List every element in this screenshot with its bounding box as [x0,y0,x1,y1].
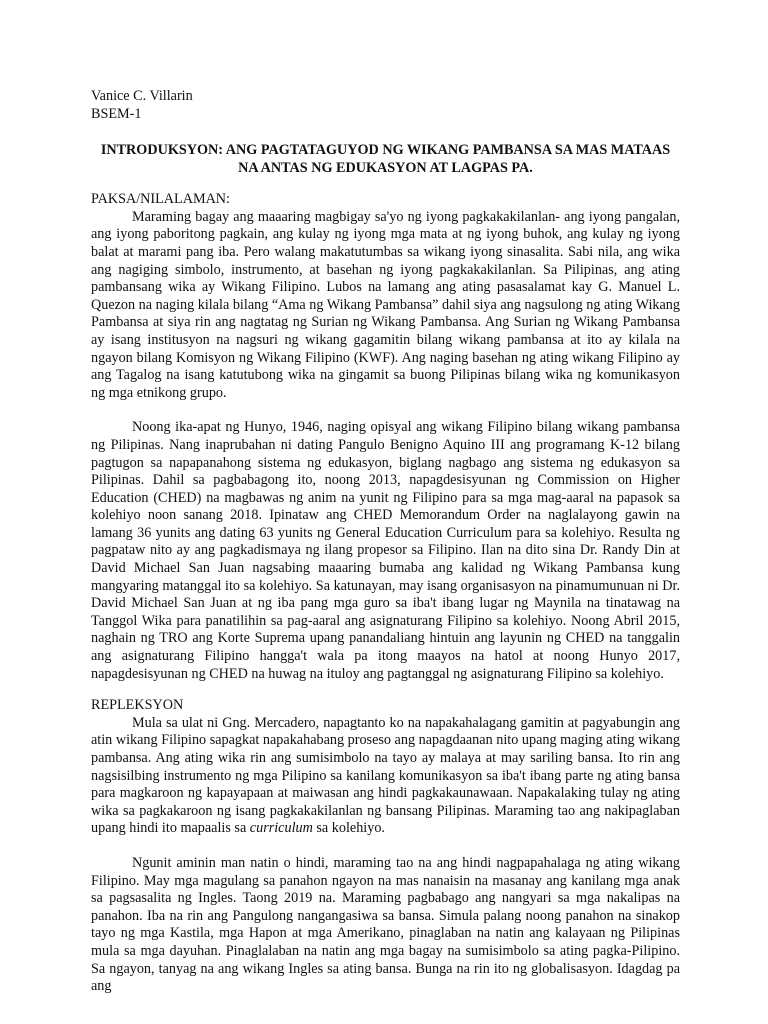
author-name: Vanice C. Villarin [91,88,193,104]
section-heading-paksa: PAKSA/NILALAMAN: [91,191,230,208]
section-heading-repleksyon: REPLEKSYON [91,697,184,714]
repleksyon-paragraph-1 [91,715,680,838]
paksa-paragraph-1: Maraming bagay ang maaaring magbigay sa'yo ng iyong pagkakakilanlan- ang iyong pangalan, ang iyong paboritong pagkain, ang kulay ng iyong mga mata at ng iyong buhok, ang kulay ng iyong balat at marami pang iba. Pero walang makatutumbas sa wikang iyong sinasalita. Sabi nila, ang wika ang nagiging simbolo, instrumento, at basehan ng iyong pagkakakilanlan. Sa Pilipinas, ang ating pambansang wika ay Wikang Filipino. Lubos na lamang ang ating pasasalamat kay G. Manuel L. Quezon na naging kilala bilang “Ama ng Wikang Pambansa” dahil siya ang nagsulong ng ating Wikang Pambansa at siya rin ang nagtatag ng Surian ng Wikang Pambansa. Ang Surian ng Wikang Pambansa ay isang institusyon na nagsuri ng wikang gagamitin bilang wikang pambansa at ito ay kilala na ngayon bilang Komisyon ng Wikang Filipino (KWF). Ang naging basehan ng ating wikang Filipino ay ang Tagalog na isang katutubong wika na gingamit sa buong Pilipinas bilang wika ng komunikasyon ng mga etnikong grupo. [91,208,680,401]
repleksyon-p1-end: sa kolehiyo. [312,820,385,837]
author-program: BSEM-1 [91,105,142,122]
document-title: INTRODUKSYON: ANG PAGTATAGUYOD NG WIKANG PAMBANSA SA MAS MATAAS NA ANTAS NG EDUKASYON AT LAGPAS PA. [100,142,671,177]
repleksyon-paragraph-2: Ngunit aminin man natin o hindi, maraming tao na ang hindi nagpapahalaga ng ating wikang Filipino. May mga magulang sa panahon ngayon na mas nanaisin na masanay ang kanilang mga anak sa pagsasalita ng Ingles. Taong 2019 na. Maraming pagbabago ang nangyari sa mga nakalipas na panahon. Iba na rin ang Pangulong nangangasiwa sa bansa. Simula palang noong panahon na sinakop tayo ng mga Kastila, mga Hapon at mga Amerikano, pinaglaban na natin ang kalayaan ng Pilipinas mula sa mga dayuhan. Pinaglalaban na natin ang mga bagay na sumisimbolo sa ating pagka-Pilipino. Sa ngayon, tanyag na ang wikang Ingles sa ating bansa. Bunga na rin ito ng globalisasyon. Idagdag pa ang [91,854,680,995]
curriculum-term: curriculum [249,820,313,837]
paksa-paragraph-2: Noong ika-apat ng Hunyo, 1946, naging opisyal ang wikang Filipino bilang wikang pambansa ng Pilipinas. Nang inaprubahan ni dating Pangulo Benigno Aquino III ang programang K-12 bilang pagtugon sa napapanahong sistema ng edukasyon, biglang nagbago ang sistema ng edukasyon sa Pilipinas. Dahil sa pagbabagong ito, noong 2013, napagdesisyunan ng Commission on Higher Education (CHED) na magbawas ng anim na yunit ng Filipino para sa mga mag-aaral na papasok sa kolehiyo noon sanang 2018. Ipinataw ang CHED Memorandum Order na naglalayong gawin na lamang 36 yunits ang dating 63 yunits ng General Education Curriculum para sa kolehiyo. Resulta ng pagpataw nito ay ang pagkadismaya ng ilang propesor sa Filipino. Ilan na dito sina Dr. Randy Din at David Michael San Juan nagsabing maaaring bumaba ang kalidad ng Wikang Pambansa kung mangyaring matanggal ito sa kolehiyo. Sa katunayan, may isang organisasyon na pinamumunuan ni Dr. David Michael San Juan at ng iba pang mga guro sa iba't ibang lugar ng Maynila na tinatawag na Tanggol Wika para panatilihin sa pag-aaral ang asignaturang Filipino sa kolehiyo. Noong Abril 2015, naghain ng TRO ang Korte Suprema upang panandaliang hintuin ang layunin ng CHED na tanggalin ang asignaturang Filipino hangga't wala pa itong maayos na hatol at noong Hunyo 2017, napagdesisyunan ng CHED na huwag na ituloy ang pagtanggal ng asignaturang Filipino sa kolehiyo. [91,419,680,682]
repleksyon-p1-text: Mula sa ulat ni Gng. Mercadero, napagtanto ko na napakahalagang gamitin at pagyabungin ang atin wikang Filipino sapagkat napakahabang proseso ang napagdaanan nito upang maging ating wikang pambansa. Ang ating wika rin ang sumisimbolo na tayo ay malaya at may sariling bansa. Ito rin ang nagsisilbing instrumento ng mga Pilipino sa kanilang komunikasyon sa iba't ibang parte ng ating bansa para magkaroon ng kapayapaan at maiwasan ang hindi pagkakaunawaan. Napakalaking tulay ng ating wika sa pagkakaroon ng isang pagkakakilanlan ng bansang Pilipinas. Maraming tao ang nakipaglaban upang hindi ito mapaalis sa [91,714,680,837]
